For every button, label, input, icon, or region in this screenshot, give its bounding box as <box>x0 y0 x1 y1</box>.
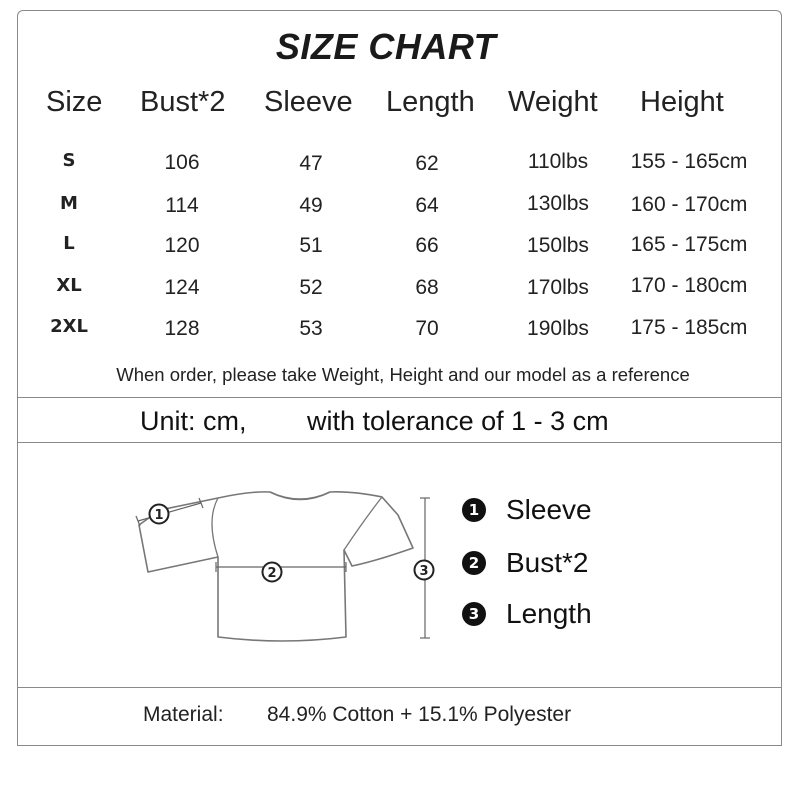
size-cell: 2XL <box>50 316 88 337</box>
number-2-icon: 2 <box>462 551 486 575</box>
weight-cell: 170lbs <box>527 276 589 299</box>
size-cell: S <box>62 150 76 171</box>
height-cell: 175 - 185cm <box>630 316 748 339</box>
column-header-weight: Weight <box>508 86 598 118</box>
size-cell: L <box>63 233 75 254</box>
height-cell: 170 - 180cm <box>630 274 748 297</box>
sleeve-cell: 49 <box>299 194 323 217</box>
material-label: Material: <box>143 703 224 726</box>
sleeve-cell: 52 <box>299 276 323 299</box>
column-header-length: Length <box>386 86 475 118</box>
legend-label: Bust*2 <box>506 547 589 578</box>
column-header-height: Height <box>640 86 724 118</box>
sleeve-cell: 51 <box>299 234 323 257</box>
tolerance-label: with tolerance of 1 - 3 cm <box>307 406 609 436</box>
number-3-icon: 3 <box>462 602 486 626</box>
size-cell: M <box>60 193 78 214</box>
column-header-size: Size <box>46 86 103 118</box>
bust-cell: 128 <box>164 317 200 340</box>
order-note: When order, please take Weight, Height and our model as a reference <box>116 364 690 385</box>
bust-cell: 114 <box>165 194 199 217</box>
material-value: 84.9% Cotton + 15.1% Polyester <box>267 703 572 726</box>
unit-label: Unit: cm, <box>140 406 247 436</box>
legend-label: Length <box>506 598 592 629</box>
weight-cell: 190lbs <box>527 317 589 340</box>
svg-text:2: 2 <box>267 566 277 581</box>
page-title: SIZE CHART <box>275 26 497 67</box>
number-1-icon: 1 <box>462 498 486 522</box>
legend-item-bust <box>462 546 589 580</box>
size-cell: XL <box>56 275 82 296</box>
sleeve-measure-line <box>136 498 203 526</box>
sleeve-cell: 47 <box>299 152 323 175</box>
weight-cell: 150lbs <box>527 234 589 257</box>
bust-cell: 124 <box>164 276 200 299</box>
column-header-bust: Bust*2 <box>140 86 226 118</box>
svg-text:3: 3 <box>419 564 429 579</box>
bust-cell: 120 <box>164 234 200 257</box>
marker-3-icon <box>415 561 434 580</box>
bust-cell: 106 <box>164 151 200 174</box>
marker-1-icon <box>150 505 169 524</box>
weight-cell: 110lbs <box>527 150 589 173</box>
height-cell: 160 - 170cm <box>630 193 748 216</box>
sleeve-cell: 53 <box>299 317 323 340</box>
weight-cell: 130lbs <box>527 192 589 215</box>
length-cell: 64 <box>415 194 439 217</box>
length-cell: 62 <box>415 152 439 175</box>
height-cell: 165 - 175cm <box>630 233 748 256</box>
svg-text:1: 1 <box>154 508 164 523</box>
length-cell: 68 <box>415 276 439 299</box>
length-cell: 70 <box>415 317 439 340</box>
length-cell: 66 <box>415 234 439 257</box>
legend-label: Sleeve <box>506 494 592 525</box>
legend-item-length <box>462 597 592 631</box>
height-cell: 155 - 165cm <box>630 150 748 173</box>
legend-item-sleeve <box>462 493 592 527</box>
column-header-sleeve: Sleeve <box>264 86 353 118</box>
marker-2-icon <box>263 563 282 582</box>
